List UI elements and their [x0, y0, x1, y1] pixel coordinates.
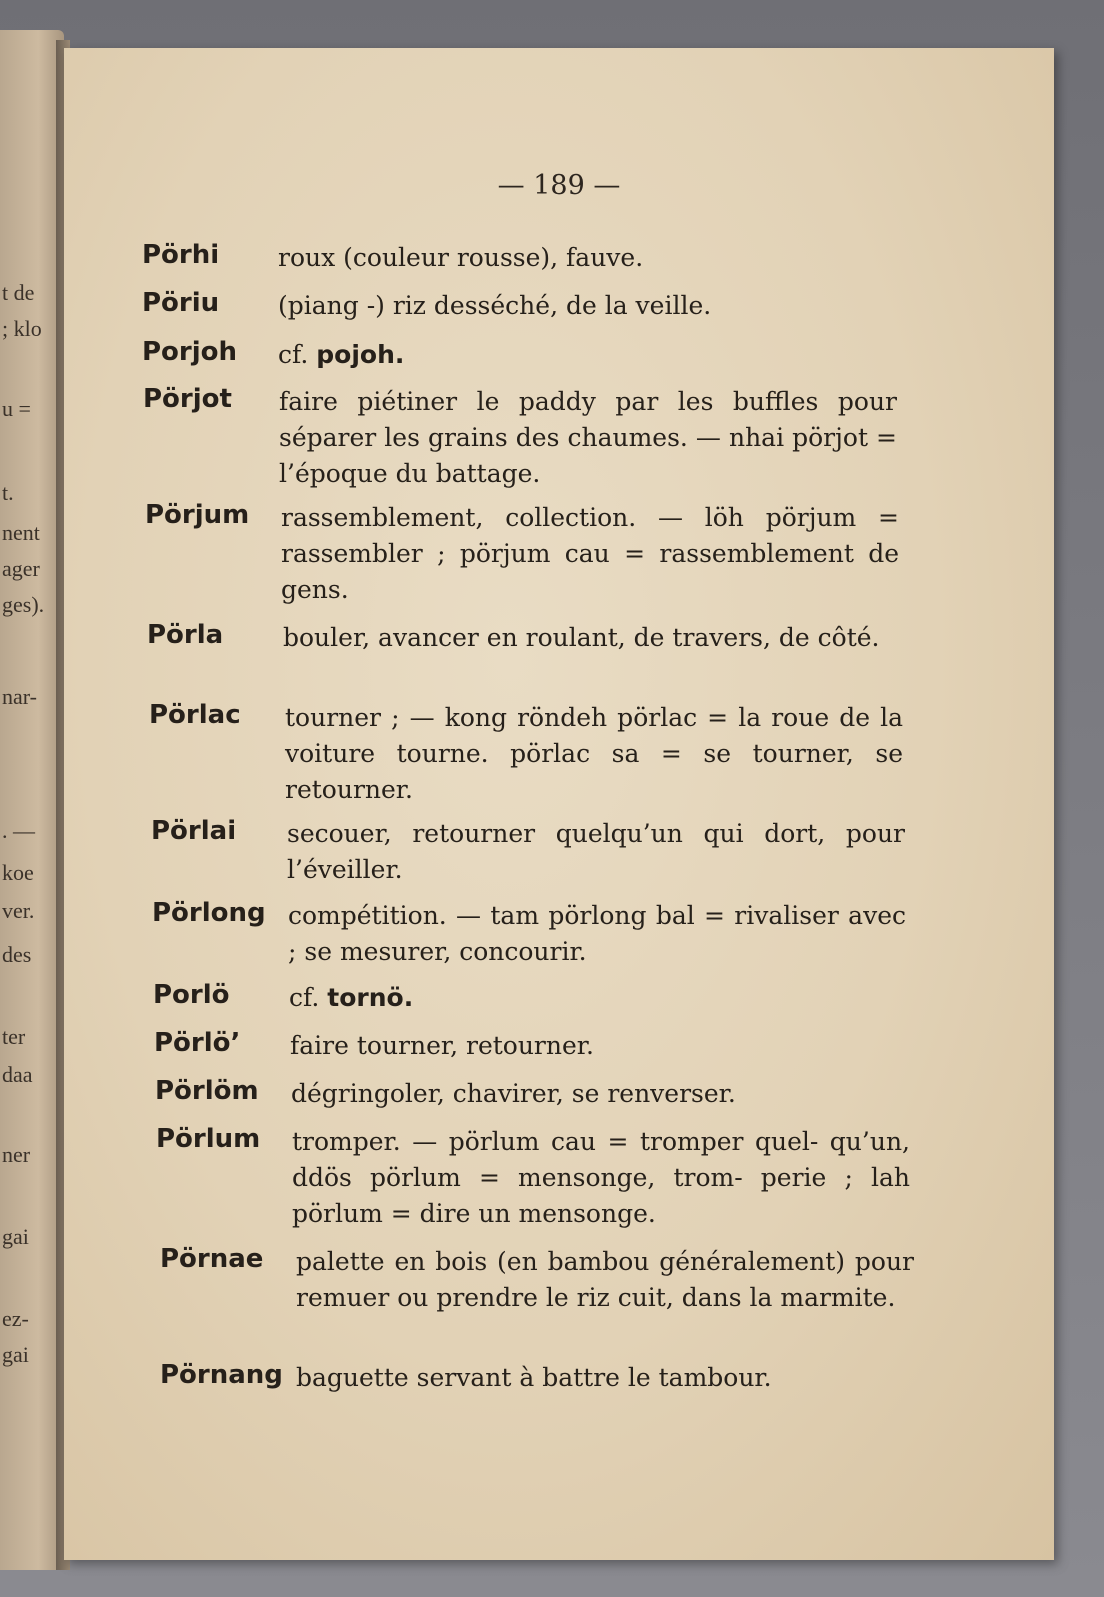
- entry-definition: faire tourner, retourner.: [290, 1031, 594, 1060]
- entry-definition: palette en bois (en bambou généralement) pour remuer ou prendre le riz cuit, dans la marmite.: [296, 1247, 914, 1312]
- entry-definition: cf.: [289, 983, 320, 1012]
- entry-definition: tourner ; — kong röndeh pörlac = la roue de la voiture tourne. pörlac sa = se tourner, se retourner.: [285, 703, 903, 804]
- left-page-fragment: nar-: [2, 684, 37, 709]
- entry-headword: Pörnae: [160, 1244, 264, 1274]
- left-page-fragment: u =: [2, 396, 31, 421]
- entry-headword: Pörla: [147, 620, 224, 650]
- page-number: — 189 —: [497, 170, 621, 201]
- left-page-fragment: ges).: [2, 592, 45, 617]
- entry-definition: secouer, retourner quelqu’un qui dort, pour l’éveiller.: [287, 819, 905, 884]
- left-page-fragment: gai: [2, 1342, 29, 1367]
- entry-headword: Pörlöm: [155, 1076, 259, 1106]
- entry-headword: Pörlai: [151, 816, 237, 846]
- dictionary-page: [64, 48, 1054, 1560]
- entry-headword: Pörjum: [145, 500, 250, 530]
- entry-headword: Porjoh: [142, 337, 238, 367]
- left-page-fragment: koe: [2, 860, 34, 885]
- left-page-edge: [0, 30, 64, 1570]
- left-page-fragment: nent: [2, 520, 40, 545]
- entry-definition: dégringoler, chavirer, se renverser.: [291, 1079, 736, 1108]
- entry-definition: faire piétiner le paddy par les buffles pour séparer les grains des chaumes. — nhai pörjot = l’époque du battage.: [279, 387, 897, 488]
- entry-cross-reference: tornö.: [327, 983, 414, 1012]
- left-page-fragment: daa: [2, 1062, 33, 1087]
- entry-headword: Pörjot: [143, 384, 232, 414]
- entry-headword: Porlö: [153, 980, 230, 1010]
- left-page-fragment: t de: [2, 280, 35, 305]
- entry-cross-reference: pojoh.: [316, 340, 405, 369]
- left-page-fragment: gai: [2, 1224, 29, 1249]
- entry-definition: cf.: [278, 340, 309, 369]
- left-page-fragment: ter: [2, 1024, 26, 1049]
- left-page-fragment: t.: [2, 480, 14, 505]
- entry-headword: Pörhi: [142, 240, 220, 270]
- left-page-fragment: ver.: [2, 898, 35, 923]
- entry-headword: Pörlö’: [154, 1028, 241, 1058]
- entry-definition: baguette servant à battre le tambour.: [296, 1363, 772, 1392]
- left-page-fragment: ; klo: [2, 316, 42, 341]
- entry-headword: Pörnang: [160, 1360, 283, 1390]
- entry-definition: (piang -) riz desséché, de la veille.: [278, 291, 712, 320]
- left-page-fragment: ez-: [2, 1306, 29, 1331]
- entry-definition: tromper. — pörlum cau = tromper quel- qu’un, ddös pörlum = mensonge, trom- perie ; lah pörlum = dire un mensonge.: [292, 1127, 910, 1228]
- entry-headword: Pöriu: [142, 288, 220, 318]
- left-page-fragment: ager: [2, 556, 40, 581]
- entry-definition: compétition. — tam pörlong bal = rivaliser avec ; se mesurer, concourir.: [288, 901, 906, 966]
- entry-headword: Pörlum: [156, 1124, 261, 1154]
- entry-headword: Pörlac: [149, 700, 241, 730]
- entry-headword: Pörlong: [152, 898, 266, 928]
- entry-definition: bouler, avancer en roulant, de travers, de côté.: [283, 623, 880, 652]
- left-page-fragment: ner: [2, 1142, 31, 1167]
- entry-definition: rassemblement, collection. — löh pörjum = rassembler ; pörjum cau = rassemblement de gens.: [281, 503, 899, 604]
- left-page-fragment: des: [2, 942, 32, 967]
- left-page-fragment: . —: [2, 818, 35, 843]
- entry-definition: roux (couleur rousse), fauve.: [278, 243, 644, 272]
